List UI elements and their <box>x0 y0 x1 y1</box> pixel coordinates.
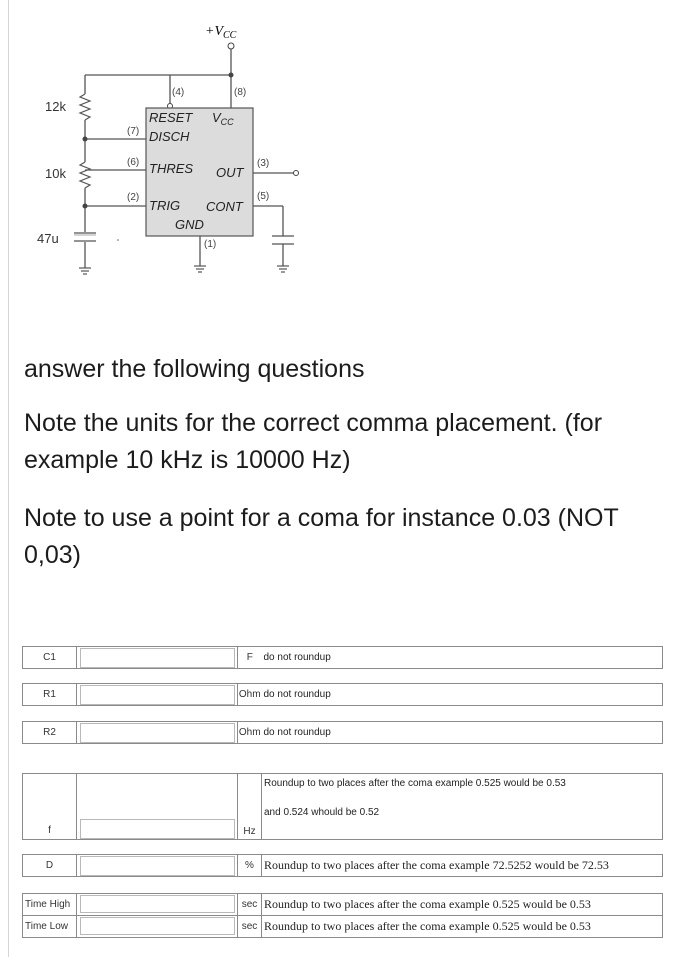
timer-555-circuit-diagram <box>0 0 691 290</box>
answer-rows-time <box>22 893 663 938</box>
r1-input[interactable] <box>80 685 235 705</box>
hint-text: do not roundup <box>262 647 663 669</box>
row-label: f <box>23 774 77 840</box>
pin-6-label: (6) <box>127 157 140 168</box>
unit-label: % <box>238 855 262 877</box>
row-label: R1 <box>23 684 77 706</box>
c1-input[interactable] <box>80 648 235 668</box>
chip-gnd-label: GND <box>175 217 204 232</box>
time-high-input[interactable] <box>80 895 235 913</box>
row-label: D <box>23 855 77 877</box>
capacitor-c1-symbol <box>74 233 96 241</box>
time-low-input[interactable] <box>80 917 235 935</box>
instruction-point-note: Note to use a point for a coma for instance 0.03 (NOT 0,03) <box>24 504 619 569</box>
hint-text: Roundup to two places after the coma example 0.525 would be 0.53 <box>262 916 663 938</box>
row-label: Time High <box>23 894 77 916</box>
resistor-r2-symbol <box>80 162 90 188</box>
pin-2-label: (2) <box>127 192 140 203</box>
answer-row-duty-cycle <box>22 854 663 877</box>
c1-value-label: 47u <box>37 231 59 246</box>
frequency-input[interactable] <box>80 819 235 839</box>
unit-label: Ohm <box>238 722 262 744</box>
pin-7-label: (7) <box>127 126 140 137</box>
row-label: C1 <box>23 647 77 669</box>
r2-input[interactable] <box>80 723 235 743</box>
chip-disch-label: DISCH <box>149 129 190 144</box>
chip-reset-label: RESET <box>149 110 193 125</box>
output-terminal <box>294 171 299 176</box>
hint-text: do not roundup <box>262 684 663 706</box>
chip-trig-label: TRIG <box>149 198 181 213</box>
hint-text: Roundup to two places after the coma example 0.525 would be 0.53 <box>264 778 566 789</box>
unit-label: sec <box>238 894 262 916</box>
chip-cont-label: CONT <box>206 199 243 214</box>
duty-cycle-input[interactable] <box>80 856 235 876</box>
instruction-answer-questions: answer the following questions <box>24 355 365 383</box>
unit-label: sec <box>238 916 262 938</box>
unit-label: Ohm <box>238 684 262 706</box>
unit-label: Hz <box>238 774 262 840</box>
row-label: R2 <box>23 722 77 744</box>
chip-thres-label: THRES <box>149 161 194 176</box>
resistor-r1-symbol <box>80 94 90 120</box>
pin-5-label: (5) <box>257 191 270 202</box>
answer-row-frequency <box>22 773 663 840</box>
vcc-label: $+V_{CC}$ <box>205 24 237 41</box>
answer-row-r2 <box>22 721 663 744</box>
hint-text: Roundup to two places after the coma example 0.525 would be 0.53 <box>262 894 663 916</box>
hint-text: do not roundup <box>262 722 663 744</box>
r1-value-label: 12k <box>45 99 66 114</box>
answer-row-c1 <box>22 646 663 669</box>
pin-4-label: (4) <box>172 87 185 98</box>
unit-label: F <box>238 647 262 669</box>
r2-value-label: 10k <box>45 166 66 181</box>
pin-1-label: (1) <box>204 239 217 250</box>
hint-text: Roundup to two places after the coma example 72.5252 would be 72.53 <box>262 855 663 877</box>
instruction-units-note: Note the units for the correct comma placement. (for example 10 kHz is 10000 Hz) <box>24 409 603 474</box>
answer-row-r1 <box>22 683 663 706</box>
answer-row-time-high <box>23 894 663 916</box>
chip-vcc-label: $V_{CC}$ <box>212 110 234 127</box>
chip-out-label: OUT <box>216 165 244 180</box>
stray-dot <box>117 239 119 241</box>
answer-row-time-low <box>23 916 663 938</box>
vcc-terminal <box>228 43 234 49</box>
hint-text-continued: and 0.524 whould be 0.52 <box>264 807 380 818</box>
pin-3-label: (3) <box>257 158 270 169</box>
ground-symbols <box>79 266 289 274</box>
pin-8-label: (8) <box>234 87 247 98</box>
row-label: Time Low <box>23 916 77 938</box>
capacitor-cont-symbol <box>272 236 294 244</box>
